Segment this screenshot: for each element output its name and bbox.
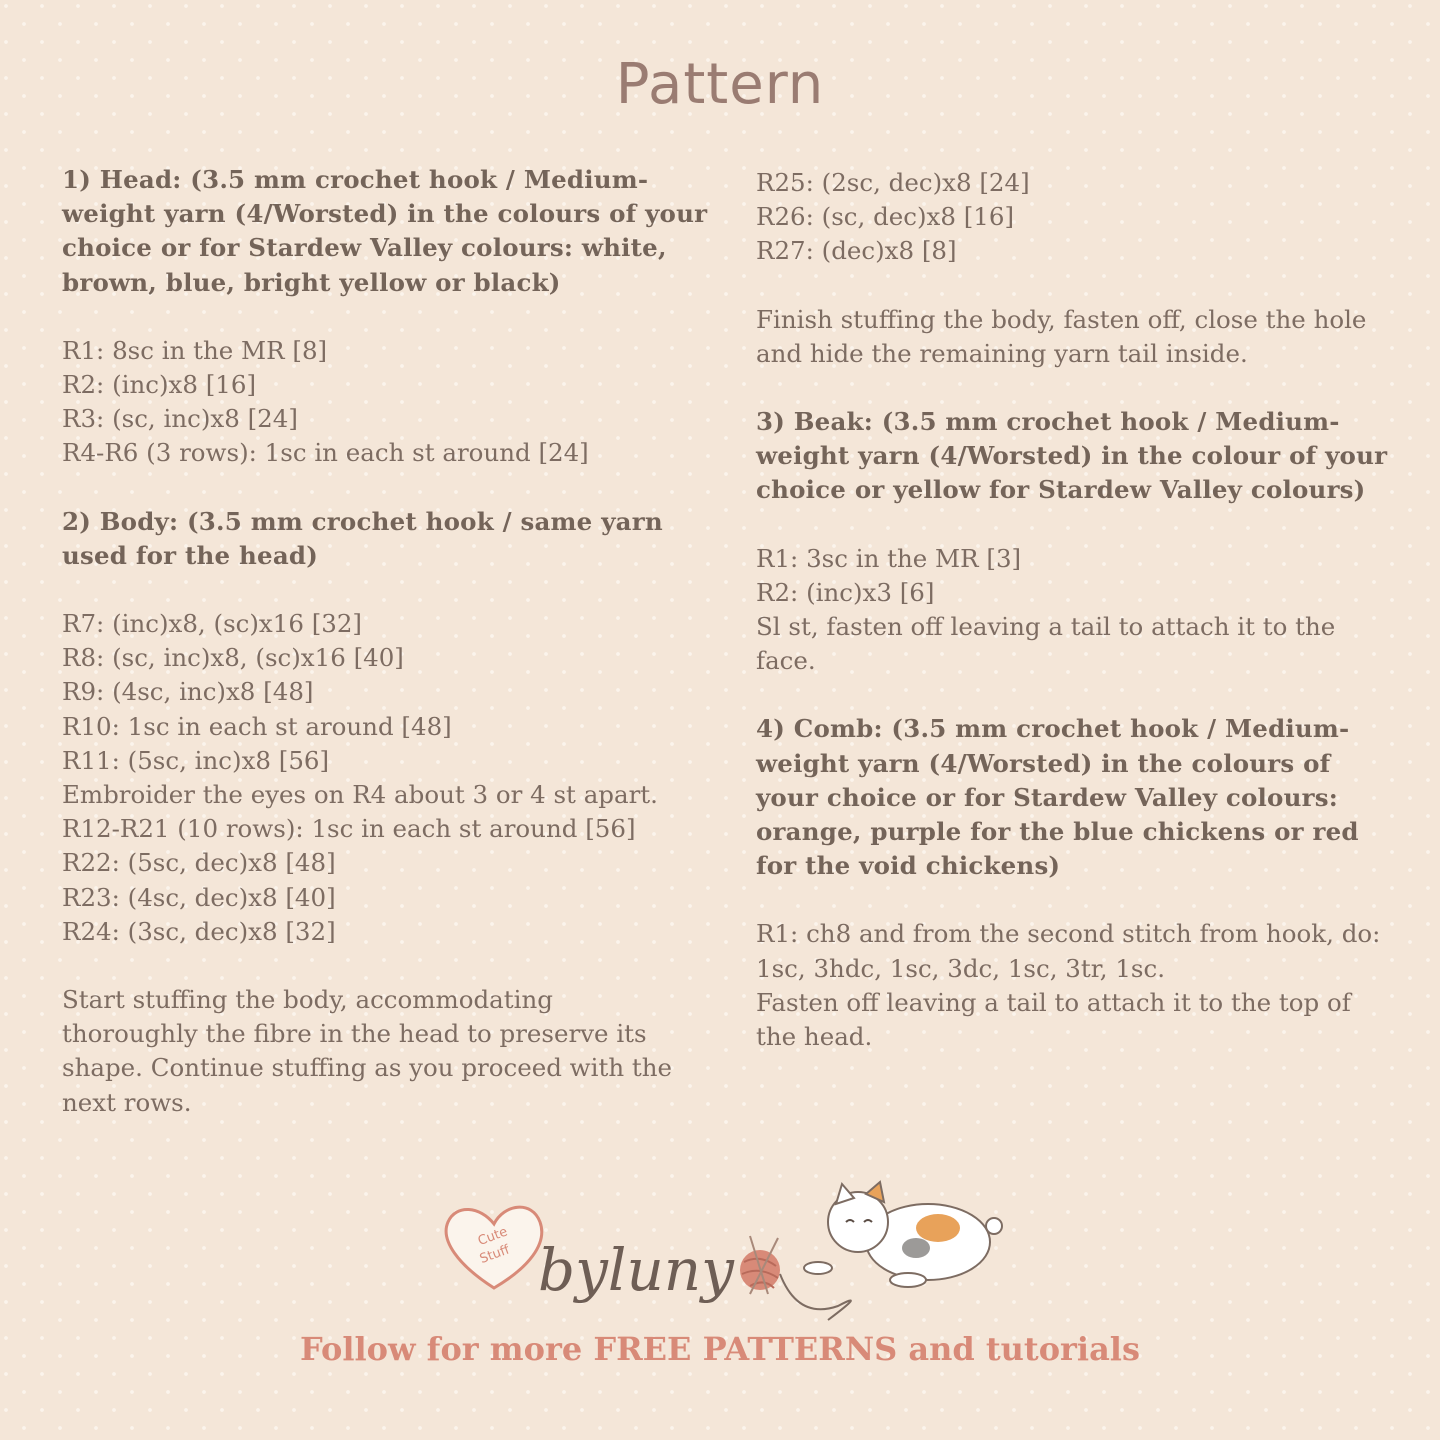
head-heading: 1) Head: (3.5 mm crochet hook / Medium-weight yarn (4/Worsted) in the colours of your choice or for Stardew Valley colours: white, brown, blue, bright yellow or black): [62, 165, 708, 297]
body-note: Start stuffing the body, accommodating thoroughly the fibre in the head to preserve its shape. Continue stuffing as you proceed with the next rows.: [62, 985, 673, 1117]
badge-text-line1: Cute: [475, 1224, 510, 1249]
pattern-row: R2: (inc)x3 [6]: [756, 577, 935, 607]
brand-name: byluny: [538, 1236, 734, 1304]
pattern-row: R8: (sc, inc)x8, (sc)x16 [40]: [62, 643, 404, 673]
pattern-row: R3: (sc, inc)x8 [24]: [62, 404, 298, 434]
badge-text-line2: Stuff: [477, 1242, 512, 1267]
pattern-row: R4-R6 (3 rows): 1sc in each st around [24]: [62, 438, 589, 468]
pattern-row: R7: (inc)x8, (sc)x16 [32]: [62, 609, 362, 639]
pattern-row: R2: (inc)x8 [16]: [62, 370, 257, 400]
page-title: Pattern: [615, 52, 825, 117]
pattern-row: R10: 1sc in each st around [48]: [62, 711, 452, 741]
bylumy-logo: [438, 1170, 1018, 1350]
pattern-row: R9: (4sc, inc)x8 [48]: [62, 677, 314, 707]
pattern-note: Fasten off leaving a tail to attach it to the top of the head.: [756, 987, 1351, 1052]
pattern-row: R11: (5sc, inc)x8 [56]: [62, 745, 330, 775]
yarn-ball-icon: [740, 1236, 851, 1320]
body-finish-note: Finish stuffing the body, fasten off, close the hole and hide the remaining yarn tail inside.: [756, 304, 1367, 368]
body-heading: 2) Body: (3.5 mm crochet hook / same yarn used for the head): [62, 506, 663, 570]
pattern-row: R1: 3sc in the MR [3]: [756, 543, 1022, 573]
pattern-note: Sl st, fasten off leaving a tail to attach it to the face.: [756, 612, 1336, 676]
left-column: [62, 163, 712, 1120]
pattern-row: R12-R21 (10 rows): 1sc in each st around [56]: [62, 814, 636, 844]
pattern-note: Embroider the eyes on R4 about 3 or 4 st apart.: [62, 780, 658, 810]
comb-heading: 4) Comb: (3.5 mm crochet hook / Medium-weight yarn (4/Worsted) in the colours of your choice or for Stardew Valley colours: orange, purple for the blue chickens or red for the void chickens): [756, 714, 1359, 881]
pattern-row: R24: (3sc, dec)x8 [32]: [62, 916, 336, 946]
pattern-row: R22: (5sc, dec)x8 [48]: [62, 848, 336, 878]
pattern-row: R23: (4sc, dec)x8 [40]: [62, 882, 336, 912]
pattern-row: R27: (dec)x8 [8]: [756, 236, 957, 266]
beak-heading: 3) Beak: (3.5 mm crochet hook / Medium-weight yarn (4/Worsted) in the colour of your choice or yellow for Stardew Valley colours): [756, 407, 1388, 505]
pattern-row: R1: 8sc in the MR [8]: [62, 335, 328, 365]
right-column: [756, 166, 1396, 1054]
pattern-row: R1: ch8 and from the second stitch from hook, do: 1sc, 3hdc, 1sc, 3dc, 1sc, 3tr, 1sc.: [756, 919, 1381, 983]
footer-cta: Follow for more FREE PATTERNS and tutorials: [300, 1330, 1140, 1368]
pattern-row: R25: (2sc, dec)x8 [24]: [756, 168, 1030, 197]
heart-badge-icon: [446, 1207, 542, 1288]
pattern-row: R26: (sc, dec)x8 [16]: [756, 202, 1015, 232]
calico-cat-icon: [804, 1182, 1002, 1287]
